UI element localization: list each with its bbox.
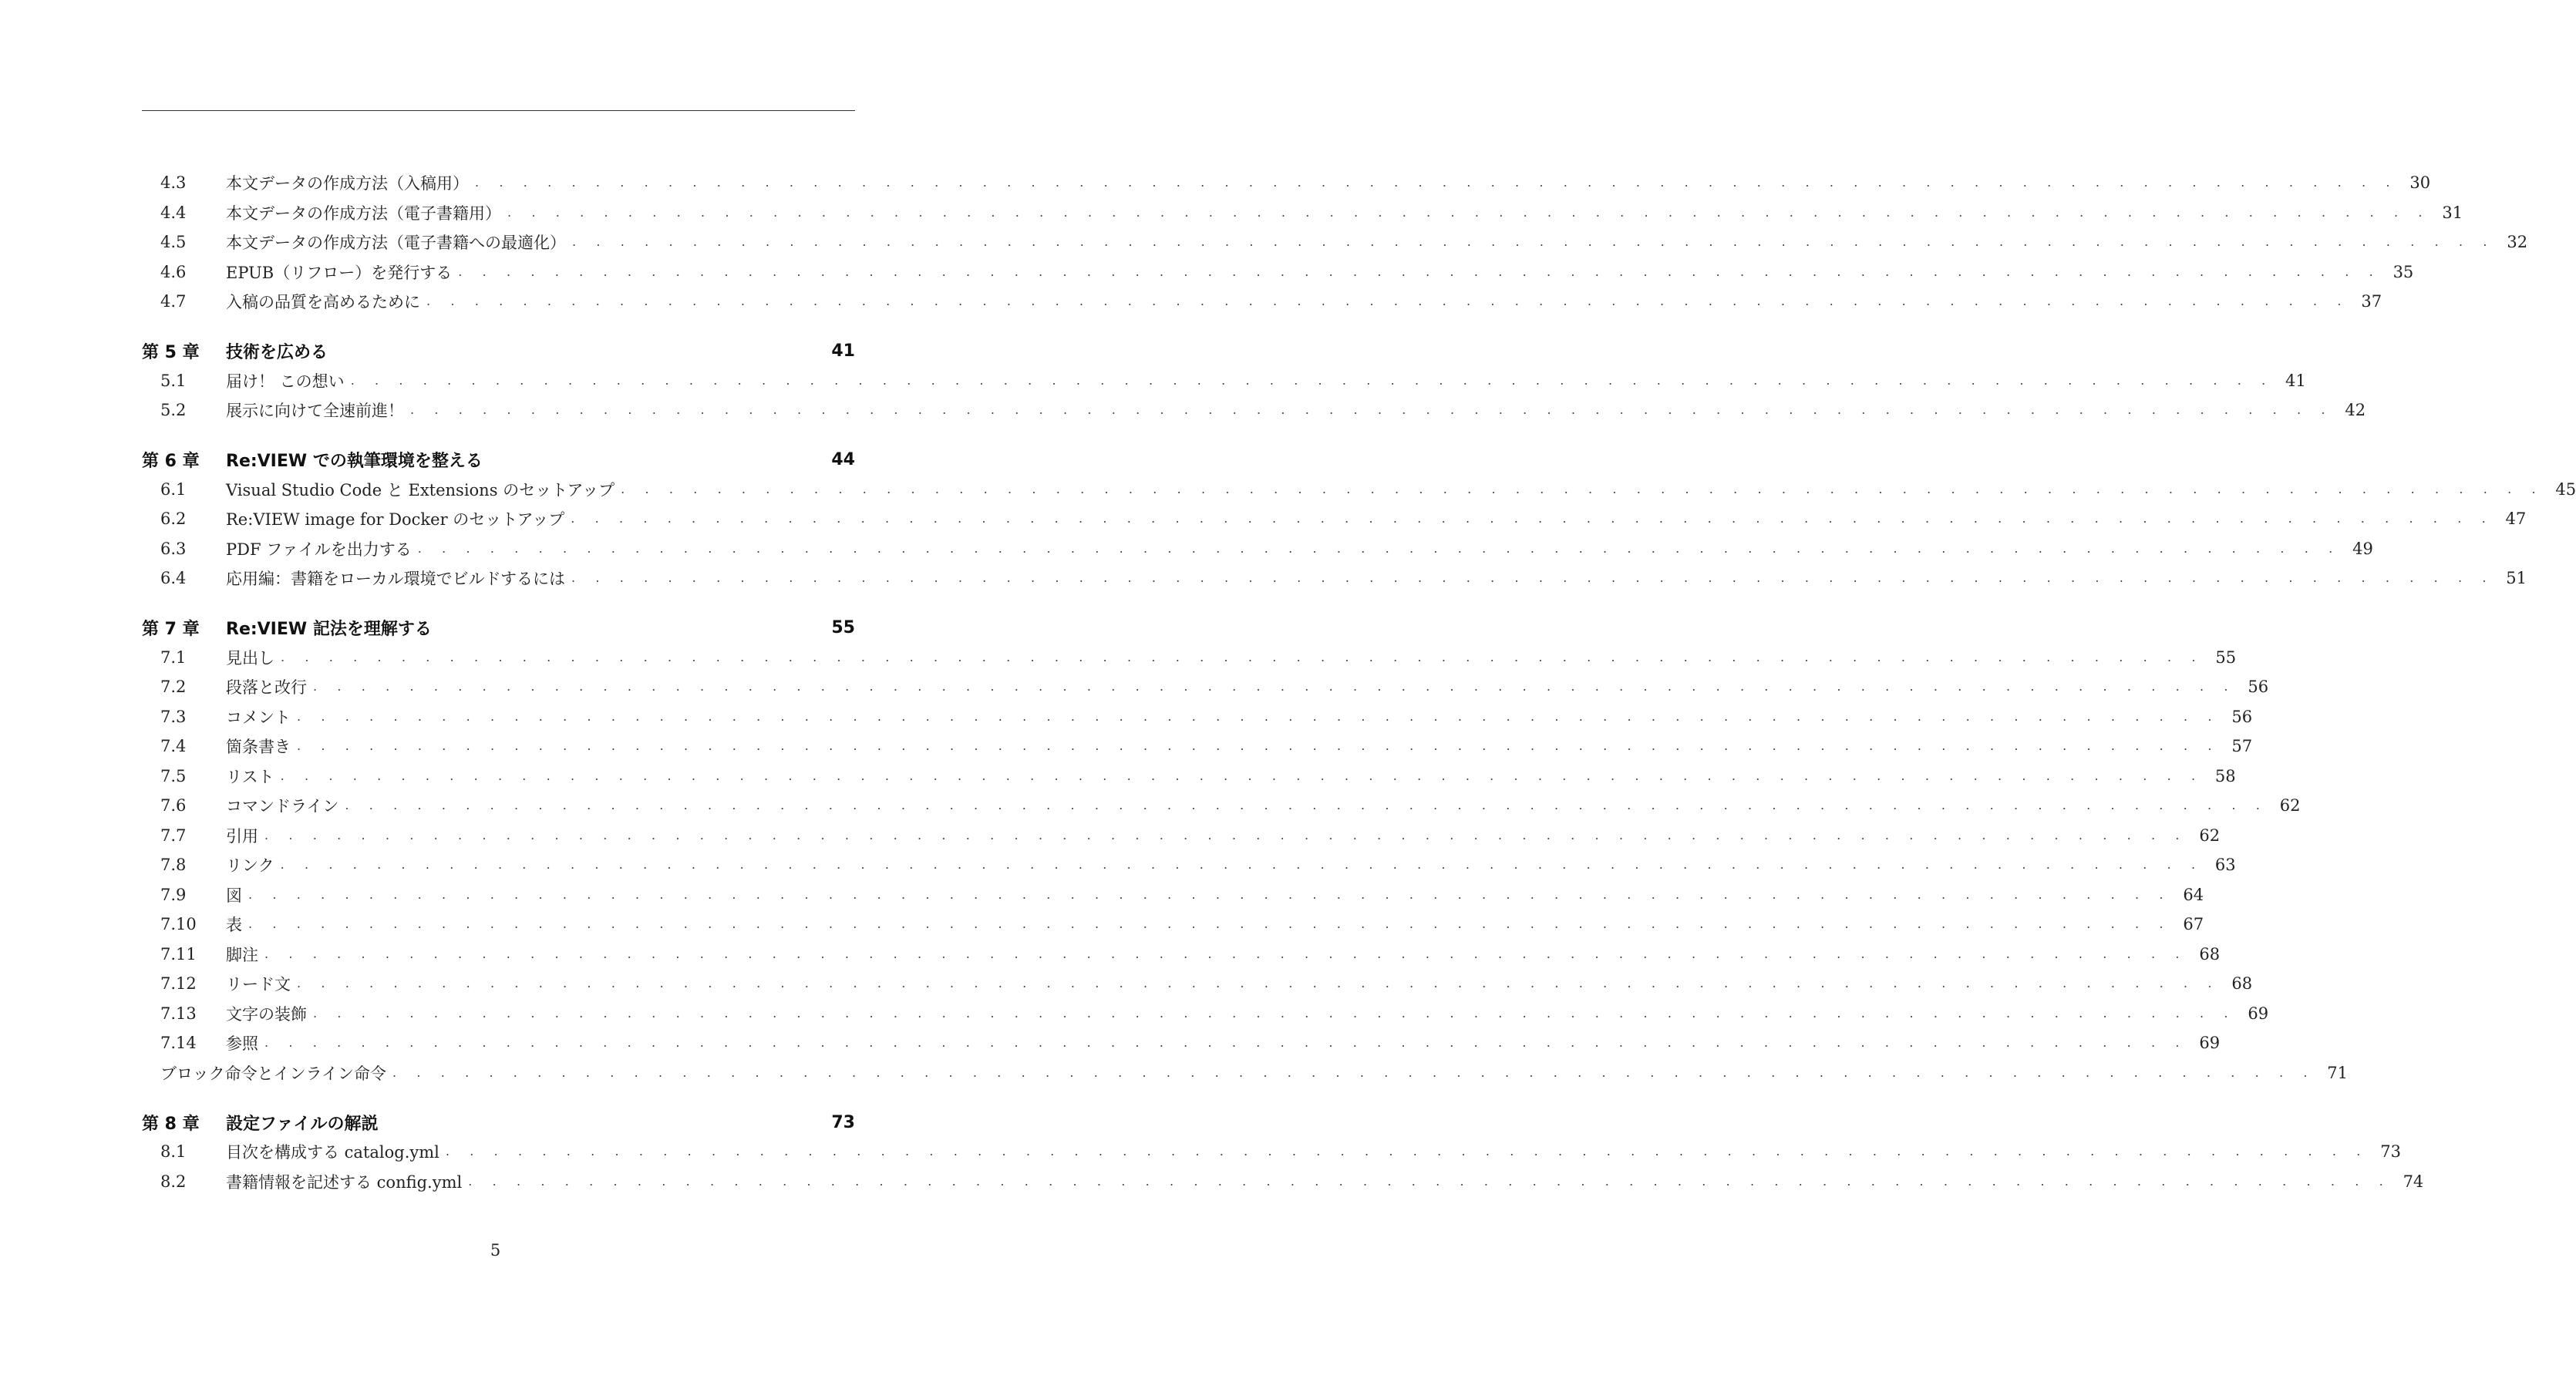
dot-leader: . . . . . . . . . . . . . . . . . . . . . . . . . . . . . . . . . . . . . . . . . . . . . . . . . . . . . . . . . . . . . . . . . . . . . . . . . . . . . . . . — [571, 511, 2494, 526]
section-title: 応用編：書籍をローカル環境でビルドするには — [226, 570, 565, 589]
section-title: リード文 — [226, 975, 291, 994]
section-title: ブロック命令とインライン命令 — [160, 1064, 386, 1083]
section-page: 56 — [2248, 678, 2269, 697]
dot-leader: . . . . . . . . . . . . . . . . . . . . . . . . . . . . . . . . . . . . . . . . . . . . . . . . . . . . . . . . . . . . . . . . . . . . . . . . . . . . . . . . — [468, 1173, 2392, 1189]
section-number: 7.4 — [160, 737, 187, 756]
section-number: 5.2 — [160, 401, 187, 420]
section-page: 41 — [2285, 371, 2306, 390]
toc-section-entry[interactable] — [142, 643, 2237, 673]
dot-leader: . . . . . . . . . . . . . . . . . . . . . . . . . . . . . . . . . . . . . . . . . . . . . . . . . . . . . . . . . . . . . . . . . . . . . . . . . . . . . . . . — [426, 294, 2350, 309]
section-number: 6.3 — [160, 539, 187, 558]
section-page: 47 — [2505, 509, 2527, 529]
section-number: 8.1 — [160, 1142, 187, 1162]
section-number: 6.2 — [160, 509, 187, 529]
section-title: コメント — [226, 708, 291, 727]
chapter-number: 第 5 章 — [142, 343, 200, 362]
toc-section-entry[interactable] — [142, 999, 2269, 1029]
section-number: 7.10 — [160, 915, 197, 934]
section-page: 71 — [2327, 1063, 2349, 1082]
section-title: リンク — [226, 856, 274, 876]
section-page: 37 — [2361, 292, 2382, 311]
dot-leader: . . . . . . . . . . . . . . . . . . . . . . . . . . . . . . . . . . . . . . . . . . . . . . . . . . . . . . . . . . . . . . . . . . . . . . . . . . . . . . . . — [297, 708, 2221, 724]
dot-leader: . . . . . . . . . . . . . . . . . . . . . . . . . . . . . . . . . . . . . . . . . . . . . . . . . . . . . . . . . . . . . . . . . . . . . . . . . . . . . . . . — [313, 679, 2237, 694]
section-page: 68 — [2231, 974, 2253, 994]
chapter-number: 第 7 章 — [142, 620, 200, 639]
section-number: 7.7 — [160, 826, 187, 845]
section-title: リスト — [226, 767, 274, 786]
chapter-number: 第 6 章 — [142, 452, 200, 471]
section-number: 7.3 — [160, 707, 187, 726]
section-page: 32 — [2507, 233, 2528, 252]
section-page: 42 — [2345, 401, 2366, 420]
section-number: 7.6 — [160, 796, 187, 816]
section-title: PDF ファイルを出力する — [226, 540, 412, 559]
section-number: 7.14 — [160, 1034, 197, 1053]
toc-section-entry[interactable] — [142, 1028, 2221, 1058]
chapter-title: Re:VIEW 記法を理解する — [226, 620, 432, 639]
section-page: 57 — [2231, 737, 2253, 756]
section-page: 31 — [2442, 203, 2463, 222]
section-title: Re:VIEW image for Docker のセットアップ — [226, 510, 565, 530]
dot-leader: . . . . . . . . . . . . . . . . . . . . . . . . . . . . . . . . . . . . . . . . . . . . . . . . . . . . . . . . . . . . . . . . . . . . . . . . . . . . . . . . — [297, 976, 2221, 991]
section-title: 入稿の品質を高めるために — [226, 293, 420, 312]
dot-leader: . . . . . . . . . . . . . . . . . . . . . . . . . . . . . . . . . . . . . . . . . . . . . . . . . . . . . . . . . . . . . . . . . . . . . . . . . . . . . . . . — [475, 175, 2399, 190]
section-number: 7.8 — [160, 856, 187, 875]
toc-section-entry[interactable] — [142, 850, 2236, 880]
header-rule — [142, 110, 855, 111]
section-number: 8.2 — [160, 1172, 187, 1191]
section-title: コマンドライン — [226, 797, 339, 816]
section-title: 目次を構成する catalog.yml — [226, 1143, 439, 1162]
toc-section-entry[interactable] — [142, 1137, 2401, 1167]
section-title: 図 — [226, 886, 242, 905]
dot-leader: . . . . . . . . . . . . . . . . . . . . . . . . . . . . . . . . . . . . . . . . . . . . . . . . . . . . . . . . . . . . . . . . . . . . . . . . . . . . . . . . — [350, 372, 2274, 388]
section-title: 箇条書き — [226, 738, 291, 757]
dot-leader: . . . . . . . . . . . . . . . . . . . . . . . . . . . . . . . . . . . . . . . . . . . . . . . . . . . . . . . . . . . . . . . . . . . . . . . . . . . . . . . . — [507, 204, 2431, 220]
section-number: 6.1 — [160, 479, 187, 499]
dot-leader: . . . . . . . . . . . . . . . . . . . . . . . . . . . . . . . . . . . . . . . . . . . . . . . . . . . . . . . . . . . . . . . . . . . . . . . . . . . . . . . . — [345, 798, 2268, 813]
section-title: EPUB（リフロー）を発行する — [226, 263, 453, 282]
section-page: 63 — [2214, 856, 2236, 875]
dot-leader: . . . . . . . . . . . . . . . . . . . . . . . . . . . . . . . . . . . . . . . . . . . . . . . . . . . . . . . . . . . . . . . . . . . . . . . . . . . . . . . . — [458, 264, 2382, 279]
section-number: 7.2 — [160, 678, 187, 697]
section-page: 30 — [2409, 173, 2431, 193]
dot-leader: . . . . . . . . . . . . . . . . . . . . . . . . . . . . . . . . . . . . . . . . . . . . . . . . . . . . . . . . . . . . . . . . . . . . . . . . . . . . . . . . — [621, 481, 2544, 496]
section-page: 62 — [2199, 826, 2221, 845]
toc-chapter-entry[interactable] — [142, 614, 855, 643]
section-title: 展示に向けて全速前進！ — [226, 402, 404, 421]
toc-section-entry[interactable] — [142, 287, 2382, 317]
toc-section-entry[interactable] — [142, 366, 2306, 396]
chapter-title: 設定ファイルの解説 — [226, 1114, 379, 1134]
toc-section-entry[interactable] — [142, 969, 2253, 999]
chapter-page: 41 — [831, 341, 855, 361]
toc-section-entry[interactable] — [142, 198, 2463, 228]
dot-leader: . . . . . . . . . . . . . . . . . . . . . . . . . . . . . . . . . . . . . . . . . . . . . . . . . . . . . . . . . . . . . . . . . . . . . . . . . . . . . . . . — [572, 234, 2496, 250]
section-page: 62 — [2279, 796, 2301, 816]
toc-section-entry[interactable] — [142, 731, 2253, 762]
toc-chapter-entry[interactable] — [142, 446, 855, 475]
dot-leader: . . . . . . . . . . . . . . . . . . . . . . . . . . . . . . . . . . . . . . . . . . . . . . . . . . . . . . . . . . . . . . . . . . . . . . . . . . . . . . . . — [264, 827, 2188, 842]
toc-section-entry[interactable] — [142, 702, 2253, 732]
toc-section-entry[interactable] — [142, 563, 2527, 594]
toc-section-entry[interactable] — [142, 791, 2301, 821]
section-page: 55 — [2215, 647, 2237, 667]
dot-leader: . . . . . . . . . . . . . . . . . . . . . . . . . . . . . . . . . . . . . . . . . . . . . . . . . . . . . . . . . . . . . . . . . . . . . . . . . . . . . . . . — [410, 402, 2334, 418]
toc-section-entry[interactable] — [142, 504, 2527, 534]
dot-leader: . . . . . . . . . . . . . . . . . . . . . . . . . . . . . . . . . . . . . . . . . . . . . . . . . . . . . . . . . . . . . . . . . . . . . . . . . . . . . . . . — [280, 857, 2204, 873]
section-number: 6.4 — [160, 569, 187, 588]
section-page: 49 — [2352, 539, 2373, 558]
section-number: 5.1 — [160, 371, 187, 390]
section-title: 段落と改行 — [226, 678, 307, 698]
toc-section-entry[interactable] — [142, 257, 2414, 288]
dot-leader: . . . . . . . . . . . . . . . . . . . . . . . . . . . . . . . . . . . . . . . . . . . . . . . . . . . . . . . . . . . . . . . . . . . . . . . . . . . . . . . . — [571, 570, 2495, 586]
section-title: 本文データの作成方法（入稿用） — [226, 174, 469, 193]
section-number: 4.6 — [160, 262, 187, 281]
section-number: 7.13 — [160, 1004, 197, 1023]
chapter-page: 44 — [831, 450, 855, 469]
toc-section-entry[interactable] — [142, 168, 2431, 198]
chapter-number: 第 8 章 — [142, 1114, 200, 1134]
dot-leader: . . . . . . . . . . . . . . . . . . . . . . . . . . . . . . . . . . . . . . . . . . . . . . . . . . . . . . . . . . . . . . . . . . . . . . . . . . . . . . . . — [281, 649, 2204, 664]
chapter-title: 技術を広める — [226, 343, 328, 362]
section-page: 64 — [2183, 885, 2204, 904]
section-page: 68 — [2199, 944, 2221, 963]
section-number: 4.4 — [160, 203, 187, 222]
chapter-title: Re:VIEW での執筆環境を整える — [226, 452, 483, 471]
table-of-contents — [142, 168, 2576, 1196]
toc-section-entry[interactable] — [142, 672, 2269, 702]
section-title: 書籍情報を記述する config.yml — [226, 1172, 463, 1192]
dot-leader: . . . . . . . . . . . . . . . . . . . . . . . . . . . . . . . . . . . . . . . . . . . . . . . . . . . . . . . . . . . . . . . . . . . . . . . . . . . . . . . . — [248, 916, 2172, 932]
dot-leader: . . . . . . . . . . . . . . . . . . . . . . . . . . . . . . . . . . . . . . . . . . . . . . . . . . . . . . . . . . . . . . . . . . . . . . . . . . . . . . . . — [248, 886, 2172, 902]
section-title: 脚注 — [226, 945, 258, 964]
section-number: 7.1 — [160, 647, 187, 667]
toc-section-entry[interactable] — [142, 880, 2204, 910]
toc-section-entry[interactable] — [142, 910, 2204, 940]
section-page: 67 — [2183, 915, 2204, 934]
toc-section-entry[interactable] — [142, 821, 2221, 851]
section-page: 73 — [2380, 1142, 2401, 1162]
toc-section-entry[interactable] — [142, 534, 2373, 564]
section-title: 本文データの作成方法（電子書籍用） — [226, 203, 501, 223]
dot-leader: . . . . . . . . . . . . . . . . . . . . . . . . . . . . . . . . . . . . . . . . . . . . . . . . . . . . . . . . . . . . . . . . . . . . . . . . . . . . . . . . — [264, 1035, 2188, 1051]
section-title: 引用 — [226, 826, 258, 846]
section-page: 58 — [2214, 766, 2236, 785]
section-page: 74 — [2403, 1172, 2424, 1191]
section-title: 届け！ この想い — [226, 372, 345, 391]
section-number: 4.3 — [160, 173, 187, 193]
toc-section-entry[interactable] — [142, 395, 2366, 425]
dot-leader: . . . . . . . . . . . . . . . . . . . . . . . . . . . . . . . . . . . . . . . . . . . . . . . . . . . . . . . . . . . . . . . . . . . . . . . . . . . . . . . . — [392, 1064, 2316, 1080]
toc-section-entry[interactable] — [142, 1167, 2424, 1197]
toc-chapter-entry[interactable] — [142, 337, 855, 366]
section-number: 4.5 — [160, 233, 187, 252]
section-title: 本文データの作成方法（電子書籍への最適化） — [226, 234, 566, 253]
page-number: 5 — [490, 1241, 501, 1259]
section-title: 見出し — [226, 648, 274, 668]
section-page: 56 — [2231, 707, 2253, 726]
section-page: 51 — [2506, 569, 2527, 588]
toc-section-entry[interactable] — [142, 475, 2576, 505]
dot-leader: . . . . . . . . . . . . . . . . . . . . . . . . . . . . . . . . . . . . . . . . . . . . . . . . . . . . . . . . . . . . . . . . . . . . . . . . . . . . . . . . — [417, 540, 2341, 556]
section-page: 45 — [2555, 479, 2576, 499]
dot-leader: . . . . . . . . . . . . . . . . . . . . . . . . . . . . . . . . . . . . . . . . . . . . . . . . . . . . . . . . . . . . . . . . . . . . . . . . . . . . . . . . — [280, 768, 2204, 783]
section-page: 69 — [2248, 1004, 2269, 1023]
section-number: 7.12 — [160, 974, 197, 994]
toc-section-entry[interactable] — [142, 1058, 2349, 1088]
chapter-page: 73 — [831, 1112, 855, 1132]
chapter-page: 55 — [831, 618, 855, 637]
toc-section-entry[interactable] — [142, 940, 2221, 970]
section-number: 7.5 — [160, 766, 187, 785]
dot-leader: . . . . . . . . . . . . . . . . . . . . . . . . . . . . . . . . . . . . . . . . . . . . . . . . . . . . . . . . . . . . . . . . . . . . . . . . . . . . . . . . — [313, 1005, 2237, 1021]
section-number: 7.11 — [160, 944, 197, 963]
dot-leader: . . . . . . . . . . . . . . . . . . . . . . . . . . . . . . . . . . . . . . . . . . . . . . . . . . . . . . . . . . . . . . . . . . . . . . . . . . . . . . . . — [264, 946, 2188, 961]
section-title: 表 — [226, 916, 242, 935]
toc-section-entry[interactable] — [142, 762, 2236, 792]
section-page: 35 — [2392, 262, 2414, 281]
toc-section-entry[interactable] — [142, 227, 2528, 257]
dot-leader: . . . . . . . . . . . . . . . . . . . . . . . . . . . . . . . . . . . . . . . . . . . . . . . . . . . . . . . . . . . . . . . . . . . . . . . . . . . . . . . . — [445, 1144, 2369, 1159]
section-number: 7.9 — [160, 885, 187, 904]
section-title: Visual Studio Code と Extensions のセットアップ — [226, 480, 615, 499]
toc-chapter-entry[interactable] — [142, 1108, 855, 1137]
section-page: 69 — [2199, 1034, 2221, 1053]
section-title: 参照 — [226, 1034, 258, 1054]
section-number: 4.7 — [160, 292, 187, 311]
section-title: 文字の装飾 — [226, 1004, 307, 1024]
dot-leader: . . . . . . . . . . . . . . . . . . . . . . . . . . . . . . . . . . . . . . . . . . . . . . . . . . . . . . . . . . . . . . . . . . . . . . . . . . . . . . . . — [297, 738, 2221, 754]
